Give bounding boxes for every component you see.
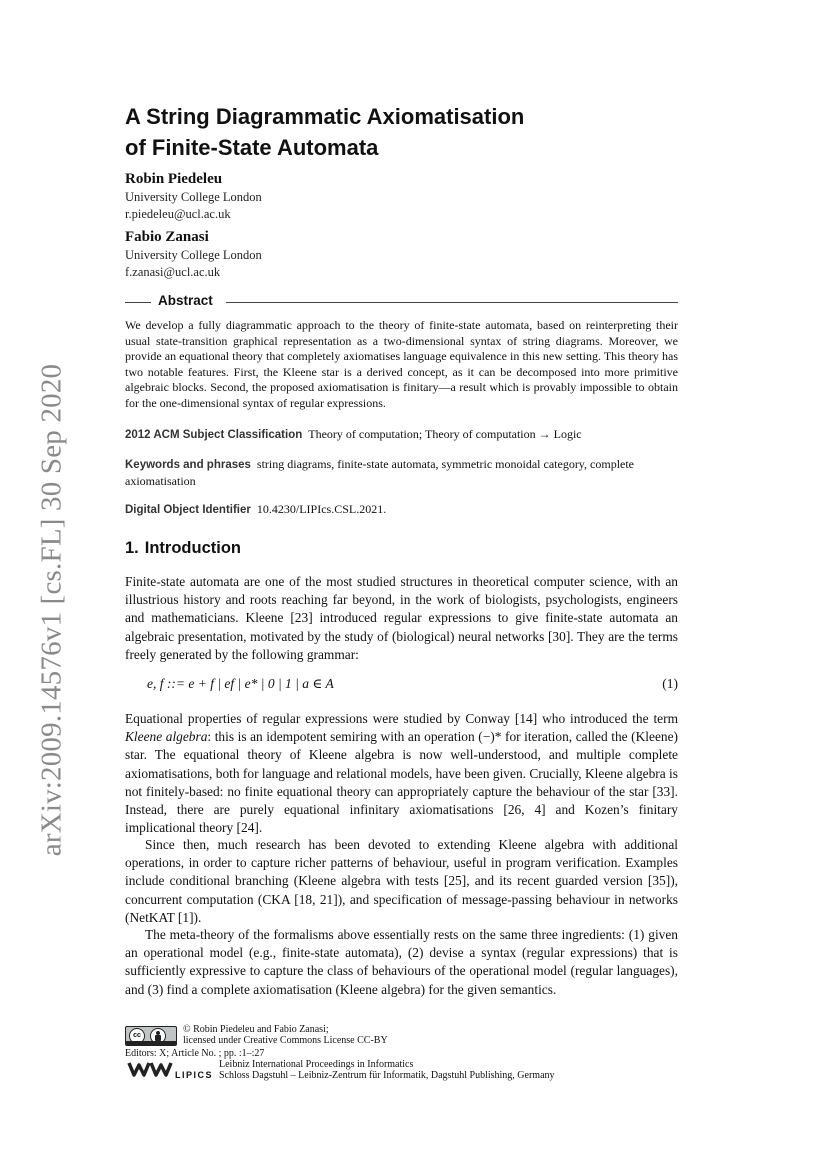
intro-paragraph-2: [125, 710, 678, 837]
footer-copyright: © Robin Piedeleu and Fabio Zanasi;: [183, 1024, 329, 1035]
equation-block: [125, 676, 678, 696]
intro-paragraph-1: Finite-state automata are one of the most studied structures in theoretical computer science, with an illustrious history and roots reaching far beyond, in the work of biologists, psychologists, engineers and mathematicians. Kleene [23] introduced regular expressions to give finite-state automata an algebraic presentation, motivated by the study of (biological) neural networks [30]. They are the terms freely generated by the following grammar:: [125, 574, 678, 662]
abstract-rule-right: [226, 302, 678, 303]
para2-text-a: Equational properties of regular expressions were studied by Conway [14] who introduced the term: [125, 711, 678, 726]
title-line-1: A String Diagrammatic Axiomatisation: [125, 104, 525, 129]
author-affiliation: University College London: [125, 248, 262, 262]
author-email[interactable]: f.zanasi@ucl.ac.uk: [125, 264, 221, 279]
section-title: Introduction: [144, 539, 241, 557]
author-email[interactable]: r.piedeleu@ucl.ac.uk: [125, 206, 231, 221]
para2-text-b: : this is an idempotent semiring with an operation (−)* for iteration, called the (Kleene) star. The equational theory of Kleene algebra is now well-understood, and multiple complete axiomatisations, both for language and relational models, have been given. Crucially, Kleene algebra is not finitely-based: no finite equational theory can appropriately capture the behaviour of the star [33]. Instead, there are purely equational infinitary axiomatisations [26, 4] and Kozen’s finitary implicational theory [24].: [125, 729, 678, 836]
arxiv-identifier-stamp: arXiv:2009.14576v1 [cs.FL] 30 Sep 2020: [35, 363, 68, 857]
abstract-text: We develop a fully diagrammatic approach to the theory of finite-state automata, based on reinterpreting their usual state-transition graphical representation as a two-dimensional syntax of string diagrams. Moreover, we provide an equational theory that completely axiomatises language equivalence in this new setting. This theory has two notable features. First, the Kleene star is a derived concept, as it can be decomposed into more primitive algebraic blocks. Second, the proposed axiomatisation is finitary—a result which is provably impossible to obtain for the one-dimensional syntax of regular expressions.: [125, 318, 678, 410]
intro-paragraph-3: Since then, much research has been devoted to extending Kleene algebra with additional operations, in order to capture richer patterns of behaviour, useful in program verification. Examples include conditional branching (Kleene algebra with tests [25], and its recent guarded version [35]), concurrent computation (CKA [18, 21]), and specification of message-passing behaviour in networks (NetKAT [1]).: [125, 837, 678, 925]
equation-number: (1): [662, 676, 678, 691]
cc-icon: cc: [129, 1028, 145, 1044]
footer-publisher: Schloss Dagstuhl – Leibniz-Zentrum für Informatik, Dagstuhl Publishing, Germany: [219, 1070, 555, 1081]
doi-value[interactable]: 10.4230/LIPIcs.CSL.2021.: [256, 502, 387, 516]
lipics-logo-text: LIPICS: [175, 1070, 214, 1080]
abstract-rule-left: [125, 302, 151, 303]
lipics-logo-icon: [127, 1059, 173, 1079]
cc-by-license-icon[interactable]: [125, 1026, 177, 1046]
author-affiliation: University College London: [125, 190, 262, 204]
intro-paragraph-4: The meta-theory of the formalisms above essentially rests on the same three ingredients: (1) given an operational model (e.g., finite-state automata), (2) devise a syntax (regular expressions) that is sufficiently expressive to capture the class of behaviours of the operational model (regular languages), and (3) find a complete axiomatisation (Kleene algebra) for the given semantics.: [125, 927, 678, 997]
paper-title: [125, 101, 645, 163]
grammar-equation: e, f ::= e + f | ef | e* | 0 | 1 | a ∈ A: [147, 676, 334, 691]
acm-label: 2012 ACM Subject Classification: [125, 429, 303, 441]
acm-value: Theory of computation; Theory of computation → Logic: [308, 427, 582, 441]
author-block-1: [125, 169, 262, 222]
abstract-label: Abstract: [158, 293, 213, 308]
footer-series: Leibniz International Proceedings in Informatics: [219, 1059, 414, 1070]
doi-label: Digital Object Identifier: [125, 504, 251, 516]
keywords-value: string diagrams, finite-state automata, symmetric monoidal category, complete axiomatisation: [125, 457, 635, 488]
section-heading: [125, 539, 247, 558]
author-name: Fabio Zanasi: [125, 229, 209, 245]
doi: [125, 501, 678, 518]
title-line-2: of Finite-State Automata: [125, 135, 379, 160]
footer-editors: Editors: X; Article No. ; pp. :1–:27: [125, 1048, 265, 1059]
footer-license: licensed under Creative Commons License CC-BY: [183, 1035, 388, 1046]
acm-classification: [125, 426, 678, 443]
keywords: [125, 456, 678, 489]
author-block-2: [125, 227, 262, 280]
abstract-heading: [125, 292, 678, 312]
keywords-label: Keywords and phrases: [125, 459, 251, 471]
author-name: Robin Piedeleu: [125, 171, 223, 187]
section-number: 1.: [125, 539, 139, 557]
kleene-algebra-term: Kleene algebra: [125, 729, 208, 745]
